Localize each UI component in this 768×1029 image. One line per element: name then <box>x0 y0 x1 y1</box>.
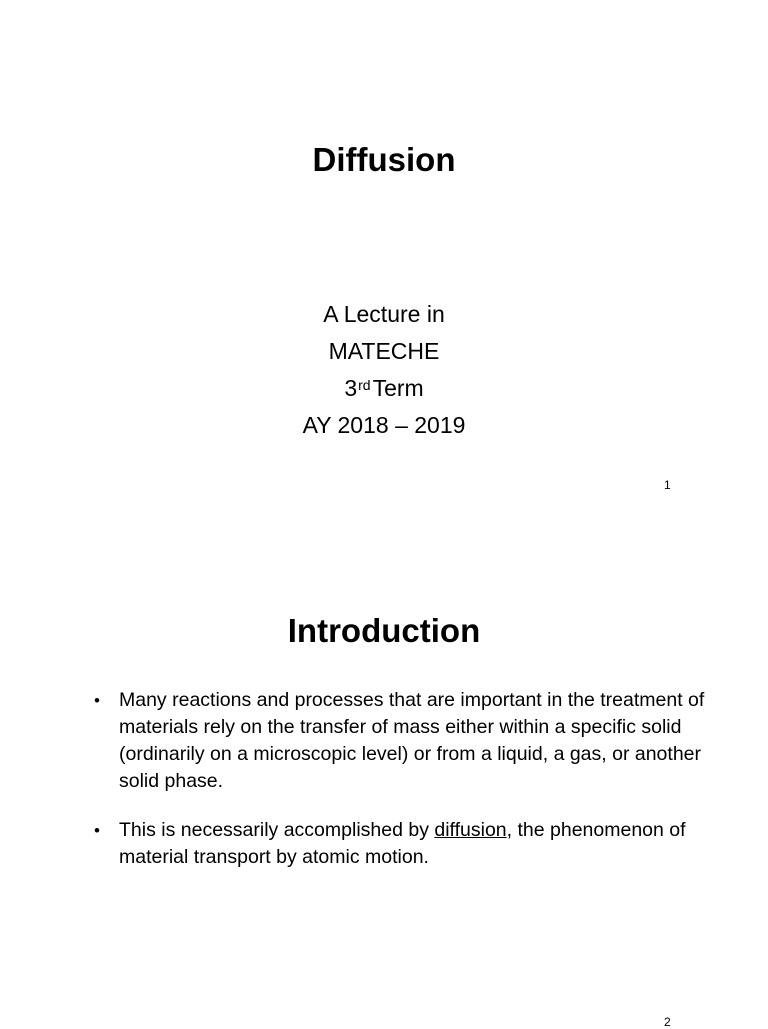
bullet-dot-icon: • <box>94 691 100 710</box>
academic-year: AY 2018 – 2019 <box>302 412 466 438</box>
slide-title: Diffusion <box>312 141 456 178</box>
term-suffix: rd <box>358 377 371 393</box>
bullet-item <box>94 687 714 795</box>
bullet-item <box>94 817 714 871</box>
term-line <box>0 370 768 407</box>
term-number: 3 <box>344 375 358 401</box>
slide-1 <box>0 0 768 505</box>
slide-2 <box>0 505 768 1029</box>
page-number: 1 <box>664 478 671 492</box>
term-word: Term <box>372 375 424 401</box>
bullet-list <box>94 687 714 893</box>
course-code: MATECHE <box>328 338 440 364</box>
lecture-line: A Lecture in <box>323 301 445 327</box>
slide-title: Introduction <box>287 612 481 649</box>
bullet-text: Many reactions and processes that are important in the treatment of materials rely on the transfer of mass either within a specific solid (ordinarily on a microscopic level) or from a liquid, a gas, or another solid phase. <box>119 689 705 792</box>
bullet-text-start: This is necessarily accomplished by <box>119 819 435 841</box>
bullet-text <box>119 819 686 868</box>
lecture-info <box>0 296 768 444</box>
key-term: diffusion <box>434 819 507 841</box>
bullet-text-end: , the phenomenon of material transport by atomic motion. <box>119 819 686 868</box>
page-number: 2 <box>664 1015 671 1029</box>
bullet-dot-icon: • <box>94 821 100 840</box>
